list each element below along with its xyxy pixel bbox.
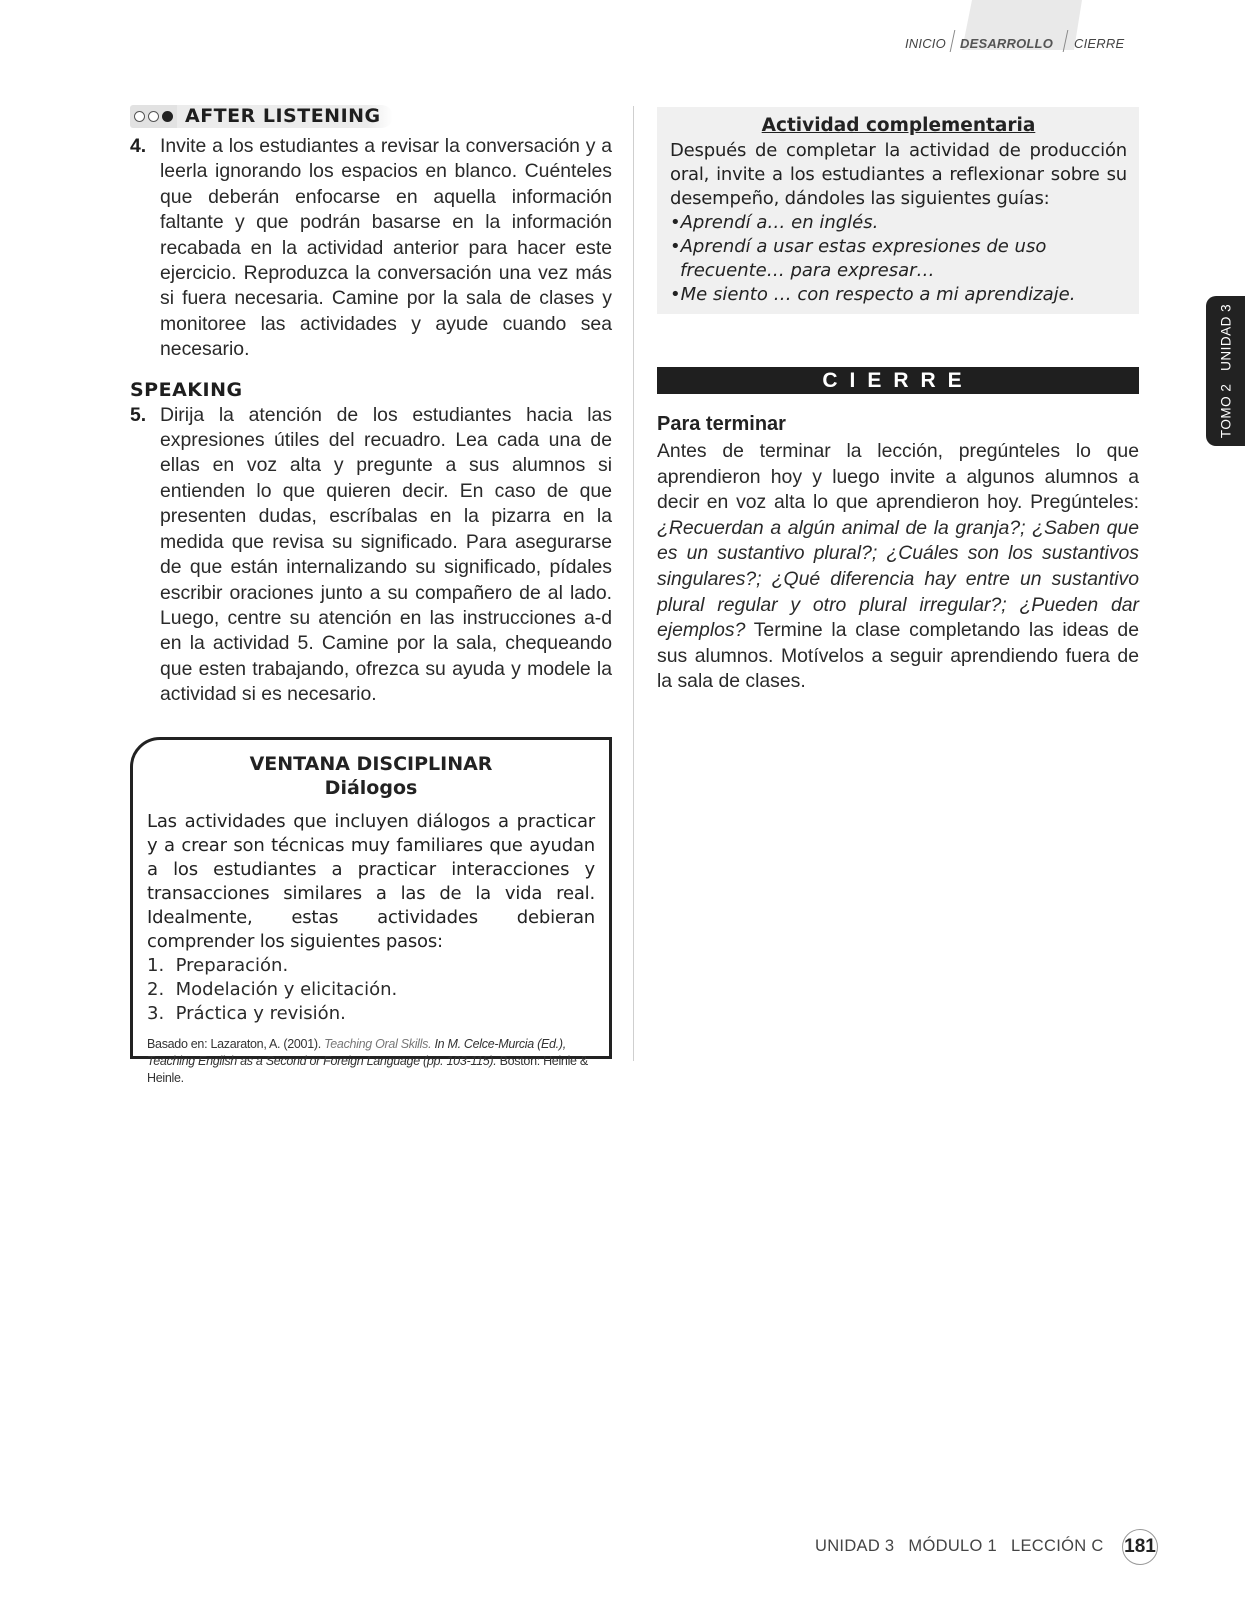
breadcrumb-separator bbox=[950, 30, 956, 52]
source-label: Basado en: bbox=[147, 1037, 208, 1051]
footer-leccion: LECCIÓN C bbox=[1011, 1537, 1104, 1555]
cierre-end: Termine la clase completando las ideas de sus alumnos. Motívelos a seguir aprendiendo fuera de la sala de clases. bbox=[657, 619, 1139, 693]
item-number: 5. bbox=[130, 403, 147, 426]
ventana-subtitle: Diálogos bbox=[324, 777, 418, 799]
item-number: 4. bbox=[130, 135, 147, 157]
footer-unidad: UNIDAD 3 bbox=[815, 1537, 895, 1555]
item-4 bbox=[130, 134, 612, 363]
ventana-source bbox=[147, 1036, 595, 1087]
ventana-disciplinar-box bbox=[130, 737, 612, 1085]
cierre-intro: Antes de terminar la lección, pregúnteles lo que aprendieron hoy y luego invite a algunos alumnos a decir en voz alta lo que aprendieron hoy. Pregúnteles: bbox=[657, 440, 1139, 514]
speaking-title: SPEAKING bbox=[130, 378, 243, 401]
ventana-body: Las actividades que incluyen diálogos a practicar y a crear son técnicas muy familiares que ayudan a los estudiantes a practicar interacciones y transacciones similares a las de la vida real. Idealmente, estas actividades debieran comprender los siguientes pasos: bbox=[147, 811, 595, 952]
item-text: Invite a los estudiantes a revisar la conversación y a leerla ignorando los espacios en blanco. Cuénteles que deberán enfocarse en aquella información faltante y que podrán basarse en la información recabada en la actividad anterior para hacer este ejercicio. Reproduzca la conversación una vez más si fuera necesaria. Camine por la sala de clases y monitoree las actividades y ayude cuando sea necesario. bbox=[160, 135, 612, 361]
list-item: •Me siento … con respecto a mi aprendizaje. bbox=[670, 284, 1076, 305]
dot-empty-icon bbox=[134, 111, 145, 122]
progress-dots-icon bbox=[130, 105, 177, 128]
side-tab-label: TOMO 2 UNIDAD 3 bbox=[1218, 303, 1233, 439]
breadcrumb-desarrollo: DESARROLLO bbox=[960, 36, 1053, 51]
item-5 bbox=[130, 403, 612, 708]
source-in: In M. Celce-Murcia (Ed.), Teaching English as a Second or Foreign Language (pp. 103-115). bbox=[147, 1037, 566, 1068]
source-author: Lazaraton, A. (2001). bbox=[210, 1037, 321, 1051]
source-publisher: Boston: Heinle & Heinle. bbox=[147, 1054, 588, 1085]
item-text: Dirija la atención de los estudiantes hacia las expresiones útiles del recuadro. Lea cada una de ellas en voz alta y pregunte a sus alumnos si entienden lo que quieren decir. En caso de que presenten dudas, escríbalas en la pizarra en la medida que revisa su significado. Para asegurarse de que están internalizando su significado, pídales escribir oraciones junto a su compañero de al lado. Luego, centre su atención en las instrucciones a-d en la actividad 5. Camine por la sala, chequeando que esten trabajando, ofrezca su ayuda y modele la actividad si es necesario. bbox=[160, 403, 612, 706]
footer-modulo: MÓDULO 1 bbox=[908, 1537, 998, 1555]
column-divider bbox=[633, 106, 634, 1061]
breadcrumb-cierre: CIERRE bbox=[1074, 36, 1125, 51]
ventana-title: VENTANA DISCIPLINAR bbox=[249, 753, 493, 775]
after-listening-header bbox=[130, 105, 612, 128]
side-tab bbox=[1206, 296, 1245, 446]
list-item: 1. Preparación. bbox=[147, 955, 289, 976]
complementaria-title: Actividad complementaria bbox=[761, 115, 1036, 136]
cierre-banner: CIERRE bbox=[657, 367, 1139, 394]
source-title: Teaching Oral Skills. bbox=[324, 1037, 432, 1051]
complementaria-body: Después de completar la actividad de producción oral, invite a los estudiantes a reflexionar sobre su desempeño, dándoles las siguientes guías: bbox=[670, 140, 1127, 209]
page-footer bbox=[815, 1537, 1104, 1556]
dot-filled-icon bbox=[162, 111, 173, 122]
ventana-steps bbox=[147, 954, 595, 1026]
cierre-questions: ¿Recuerdan a algún animal de la granja?; ¿Saben que es un sustantivo plural?; ¿Cuáles son los sustantivos singulares?; ¿Qué diferencia hay entre un sustantivo plural regular y otro plural irregular?; ¿Pueden dar ejemplos? bbox=[657, 516, 1139, 642]
list-item: •Aprendí a… en inglés. bbox=[670, 212, 879, 233]
after-listening-title: AFTER LISTENING bbox=[177, 105, 393, 128]
list-item: 3. Práctica y revisión. bbox=[147, 1003, 346, 1024]
list-item: 2. Modelación y elicitación. bbox=[147, 979, 398, 1000]
list-item: •Aprendí a usar estas expresiones de uso frecuente… para expresar… bbox=[670, 236, 1047, 281]
dot-empty-icon bbox=[148, 111, 159, 122]
actividad-complementaria-box bbox=[657, 107, 1139, 314]
left-column bbox=[130, 105, 612, 708]
page-number: 181 bbox=[1122, 1529, 1158, 1565]
breadcrumb-inicio: INICIO bbox=[905, 36, 946, 51]
complementaria-bullets bbox=[670, 211, 1127, 307]
breadcrumb bbox=[905, 0, 1145, 60]
para-terminar-heading: Para terminar bbox=[657, 413, 786, 435]
cierre-paragraph bbox=[657, 439, 1139, 695]
